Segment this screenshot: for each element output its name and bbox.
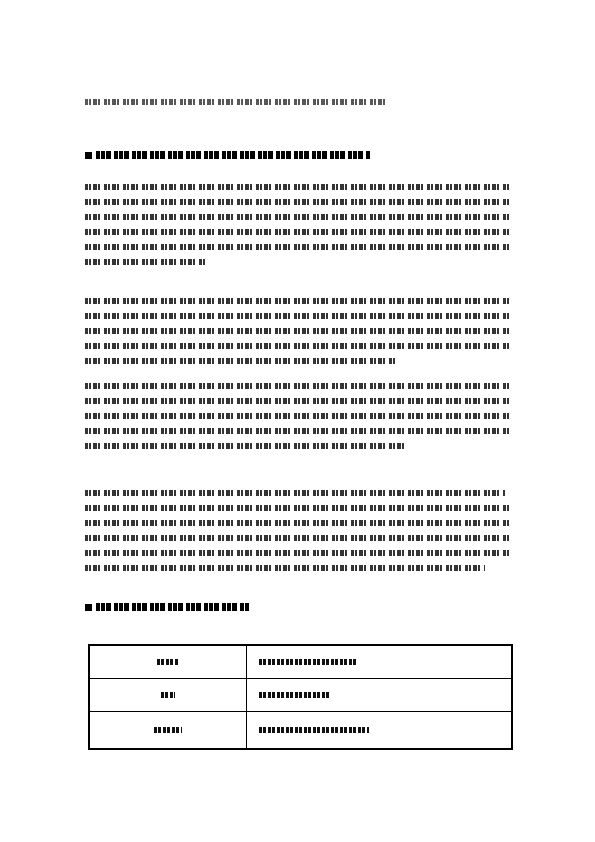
table-cell-value [247,645,513,679]
table-cell-value [247,712,513,750]
table-cell-key [89,712,247,750]
square-bullet-icon [85,604,92,611]
table-cell-key [89,679,247,712]
table-row [89,645,512,679]
table-row [89,712,512,750]
info-table [88,644,513,750]
table-cell-value [247,679,513,712]
table-cell-key [89,645,247,679]
table-row [89,679,512,712]
square-bullet-icon [85,152,92,159]
